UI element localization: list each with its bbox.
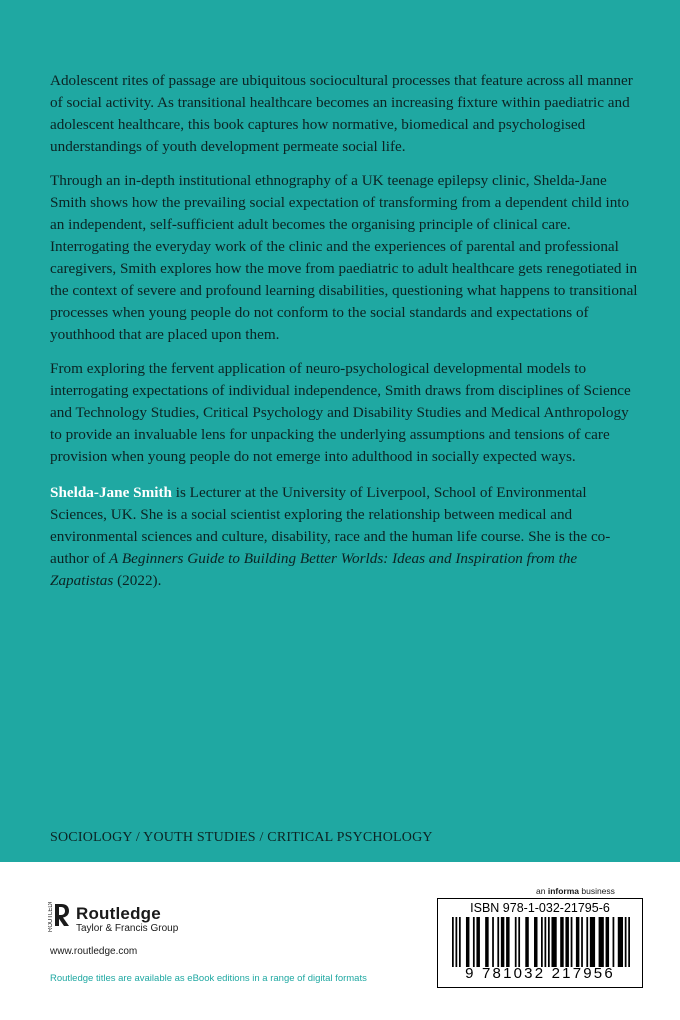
barcode-bar [618, 917, 623, 967]
barcode-bar [625, 917, 627, 967]
barcode-bar [571, 917, 573, 967]
informa-business-label: an informa business [536, 886, 615, 896]
publisher-group: Taylor & Francis Group [76, 922, 179, 934]
barcode-bar [551, 917, 556, 967]
barcode-bar [548, 917, 550, 967]
ebook-availability-note: Routledge titles are available as eBook editions in a range of digital formats [50, 973, 367, 984]
barcode-bar [581, 917, 583, 967]
blurb-paragraph-2: Through an in-depth institutional ethnography of a UK teenage epilepsy clinic, Shelda-Jane Smith shows how the prevailing social expectation of transforming from a dependent child into an independent, self-sufficient adult becomes the organising principle of clinical care. Interrogating the everyday work of the clinic and the experiences of parental and professional caregivers, Smith explores how the move from paediatric to adult healthcare gets renegotiated in the context of severe and profound learning disabilities, questioning what happens to transitional processes when young people do not conform to the social standards and expectations of youthhood that are placed upon them. [50, 172, 638, 343]
barcode-bar [628, 917, 630, 967]
barcode-bar [534, 917, 537, 967]
barcode-bar [613, 917, 615, 967]
barcode-bar [455, 917, 457, 967]
barcode-bar [515, 917, 517, 967]
barcode-bar [492, 917, 494, 967]
barcode-box [437, 898, 643, 988]
barcode-bar [586, 917, 588, 967]
barcode-bar [541, 917, 543, 967]
barcode-bar [565, 917, 568, 967]
author-bio-text: is Lecturer at the University of Liverpool, School of Environmental Sciences, UK. She is a social scientist exploring the relationship between medical and environmental sciences and culture, disability, race and the human life course. She is the co-author of [50, 484, 611, 567]
barcode-bar [459, 917, 461, 967]
blurb-text [50, 70, 638, 604]
barcode-bar [560, 917, 563, 967]
routledge-r-icon [48, 902, 70, 936]
publisher-name: Routledge [76, 903, 161, 923]
barcode-bar [590, 917, 595, 967]
barcode-bar [544, 917, 546, 967]
barcode-bar [473, 917, 475, 967]
barcode-bar [606, 917, 609, 967]
barcode-bar [506, 917, 509, 967]
subject-categories: SOCIOLOGY / YOUTH STUDIES / CRITICAL PSYCHOLOGY [50, 830, 433, 845]
blurb-paragraph-1: Adolescent rites of passage are ubiquitous sociocultural processes that feature across all manner of social activity. As transitional healthcare becomes an increasing fixture within paediatric and adolescent healthcare, this book captures how normative, biomedical and psychologised understandings of youth development permeate social life. [50, 72, 633, 155]
barcode-bar [518, 917, 520, 967]
barcode-bar [599, 917, 604, 967]
author-bio-year: (2022). [113, 572, 162, 589]
blurb-paragraph-3: From exploring the fervent application of neuro-psychological developmental models to interrogating expectations of individual independence, Smith draws from disciplines of Science and Technology Studies, Critical Psychology and Disability Studies and Medical Anthropology to provide an invaluable lens for unpacking the underlying assumptions and tensions of care provision when young people do not emerge into adulthood in socially expected ways. [50, 360, 631, 465]
publisher-website: www.routledge.com [50, 946, 138, 957]
barcode-bar [497, 917, 499, 967]
ean-digits: 9 781032 217956 [465, 965, 615, 982]
author-name: Shelda-Jane Smith [50, 484, 172, 501]
routledge-logo [48, 902, 178, 936]
isbn-text: ISBN 978-1-032-21795-6 [470, 901, 610, 915]
barcode-bar [485, 917, 488, 967]
barcode-bar [452, 917, 454, 967]
barcode-bar [576, 917, 579, 967]
barcode-bar [466, 917, 469, 967]
barcode-bar [525, 917, 528, 967]
barcode-bar [476, 917, 479, 967]
informa-brand: informa [547, 886, 579, 896]
author-book-title: A Beginners Guide to Building Better Worlds: Ideas and Inspiration from the Zapatistas [50, 550, 578, 589]
barcode-bar [501, 917, 504, 967]
author-bio [50, 482, 638, 592]
routledge-vertical-mark: ROUTLEDGE [48, 902, 54, 932]
barcode-image [452, 917, 630, 967]
